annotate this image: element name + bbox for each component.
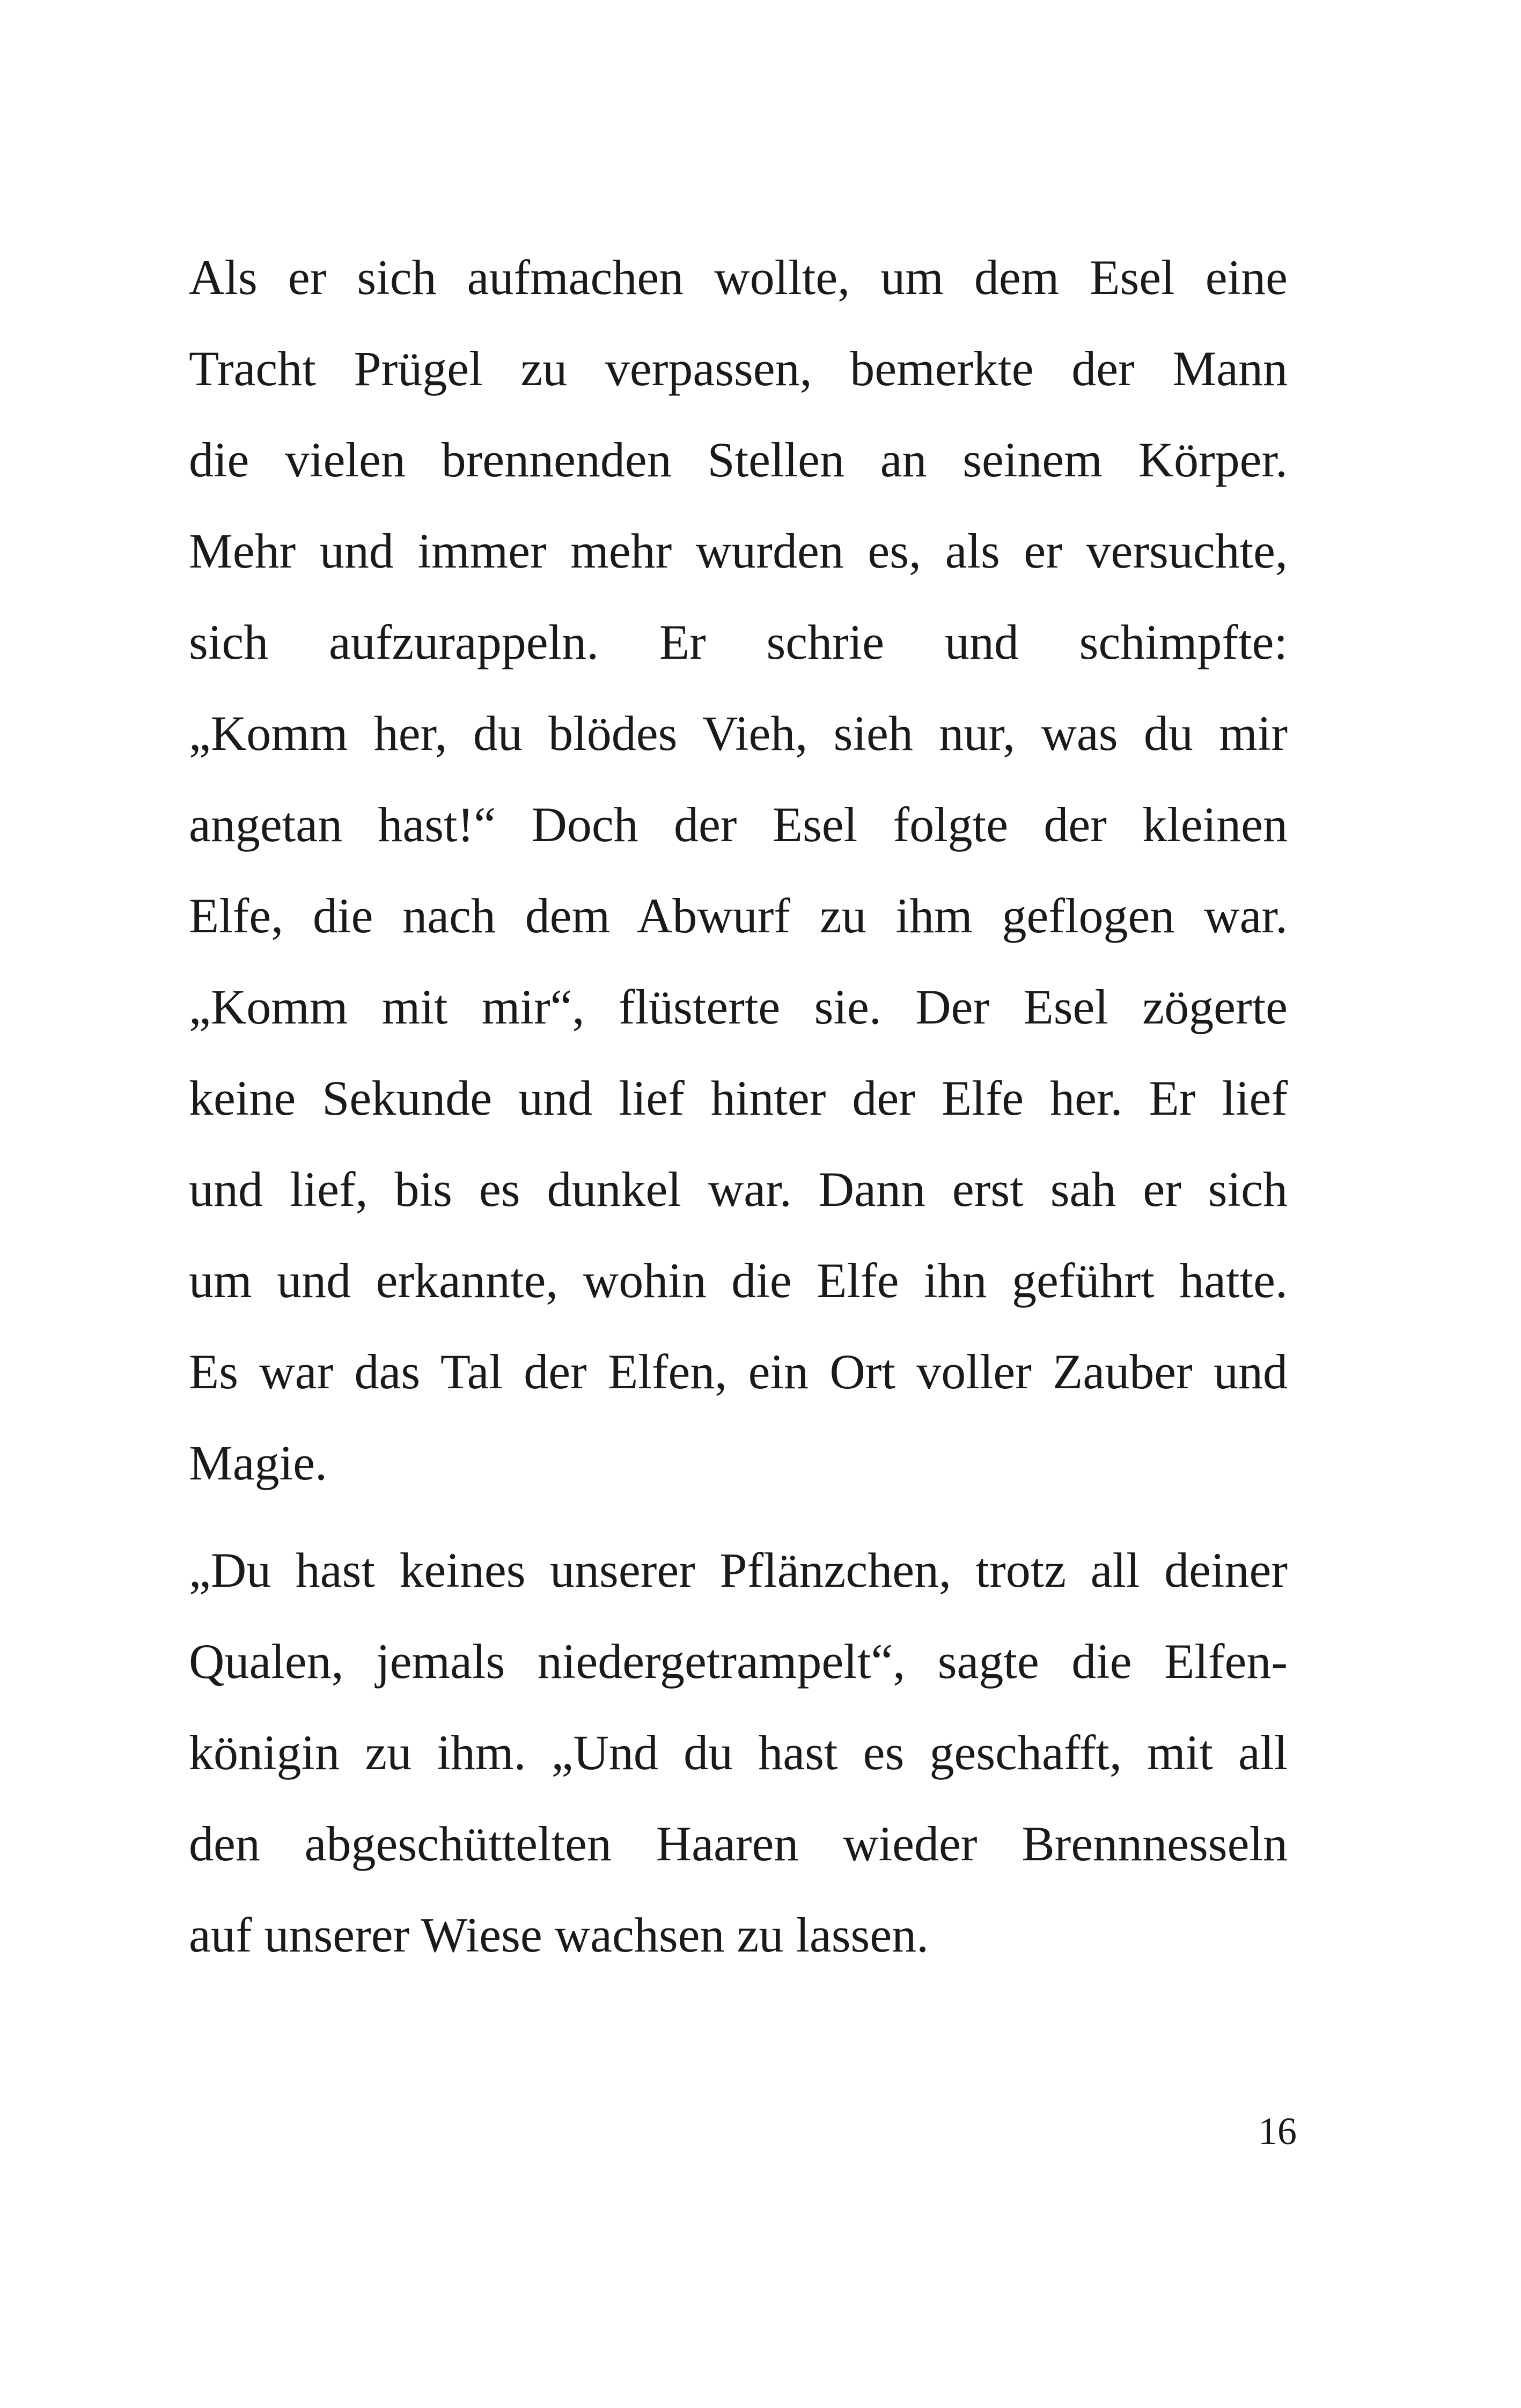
text-line: Es war das Tal der Elfen, ein Ort voller Zauber und <box>189 1344 1288 1399</box>
text-line: sich aufzurappeln. Er schrie und schimpfte: <box>189 615 1288 669</box>
paragraph-1 <box>189 232 1288 1508</box>
text-line: die vielen brennenden Stellen an seinem Körper. <box>189 432 1288 487</box>
text-line: „Komm mit mir“, flüsterte sie. Der Esel zögerte <box>189 980 1288 1034</box>
text-line: Mehr und immer mehr wurden es, als er versuchte, <box>189 524 1288 578</box>
text-line: „Komm her, du blödes Vieh, sieh nur, was du mir <box>189 706 1288 761</box>
text-line: und lief, bis es dunkel war. Dann erst sah er sich <box>189 1162 1288 1217</box>
text-line: Qualen, jemals niedergetrampelt“, sagte die Elfen- <box>189 1634 1288 1689</box>
text-line: den abgeschüttelten Haaren wieder Brennnesseln <box>189 1816 1288 1871</box>
text-line: Tracht Prügel zu verpassen, bemerkte der Mann <box>189 341 1288 396</box>
page-number: 16 <box>1258 2110 1297 2153</box>
text-line: „Du hast keines unserer Pflänzchen, trotz all deiner <box>189 1543 1288 1597</box>
text-line: Magie. <box>189 1435 328 1490</box>
text-line: Als er sich aufmachen wollte, um dem Esel eine <box>189 250 1288 305</box>
text-line: keine Sekunde und lief hinter der Elfe her. Er lief <box>189 1071 1288 1125</box>
paragraph-2 <box>189 1525 1288 1980</box>
text-line: Elfe, die nach dem Abwurf zu ihm geflogen war. <box>189 888 1288 943</box>
text-line: königin zu ihm. „Und du hast es geschafft, mit all <box>189 1725 1288 1780</box>
text-line: auf unserer Wiese wachsen zu lassen. <box>189 1908 929 1962</box>
text-line: um und erkannte, wohin die Elfe ihn geführt hatte. <box>189 1253 1288 1308</box>
text-line: angetan hast!“ Doch der Esel folgte der kleinen <box>189 797 1288 852</box>
